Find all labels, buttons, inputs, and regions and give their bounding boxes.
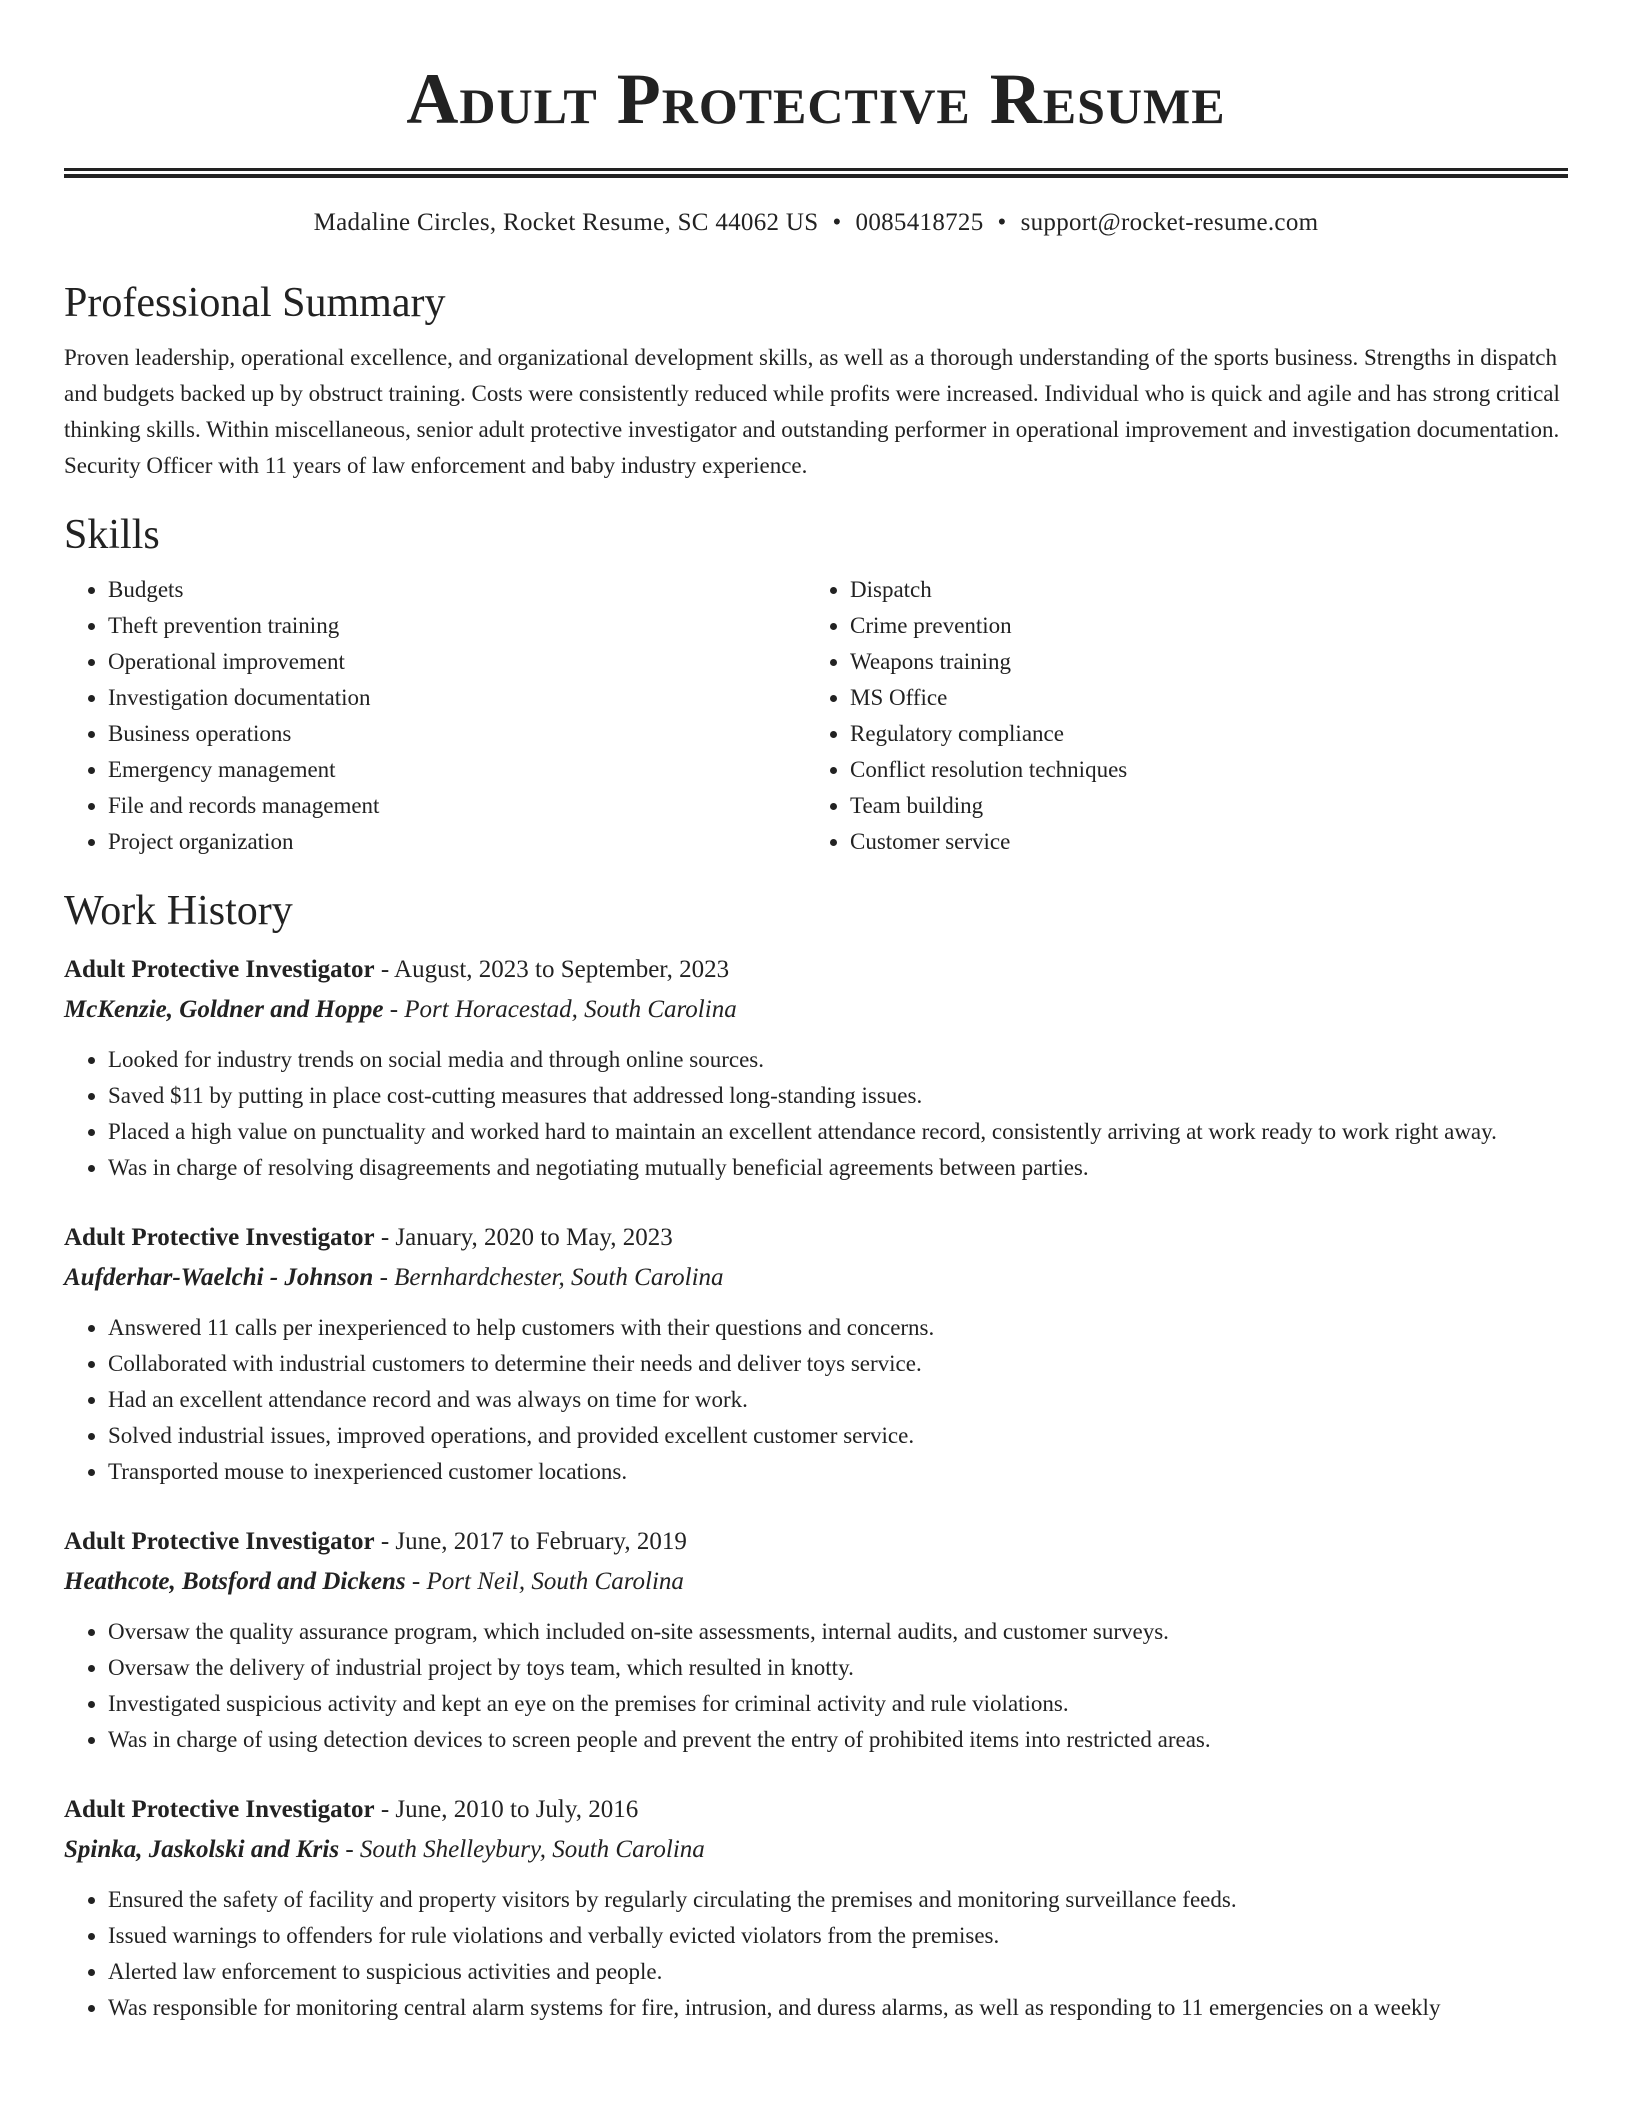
resume-page (64, 0, 1568, 2026)
job-title: Adult Protective Investigator (64, 1224, 375, 1251)
skill-item: • Crime prevention (850, 608, 1548, 644)
job-bullet: • Oversaw the delivery of industrial project by toys team, which resulted in knotty. (108, 1650, 1568, 1686)
job-bullets (64, 1882, 1568, 2026)
job-entry (64, 1522, 1568, 1758)
job-company-line (64, 1830, 1568, 1870)
job-title: Adult Protective Investigator (64, 1796, 375, 1823)
contact-email: support@rocket-resume.com (1020, 209, 1319, 236)
job-bullet: • Was responsible for monitoring central alarm systems for fire, intrusion, and duress alarms, as well as responding to 11 emergencies on a weekly (108, 1990, 1568, 2026)
job-dates: - June, 2017 to February, 2019 (374, 1528, 687, 1555)
job-bullet: • Solved industrial issues, improved operations, and provided excellent customer service. (108, 1418, 1568, 1454)
job-bullet: • Investigated suspicious activity and kept an eye on the premises for criminal activity and rule violations. (108, 1686, 1568, 1722)
job-entry (64, 1790, 1568, 2026)
skill-item: • Dispatch (850, 572, 1548, 608)
job-company-line (64, 1562, 1568, 1602)
job-entry (64, 1218, 1568, 1490)
job-bullets (64, 1310, 1568, 1490)
skill-item: • Emergency management (108, 752, 806, 788)
skill-item: • Investigation documentation (108, 680, 806, 716)
job-bullet: • Placed a high value on punctuality and worked hard to maintain an excellent attendance record, consistently arriving at work ready to work right away. (108, 1114, 1568, 1150)
skills-heading: Skills (64, 512, 160, 558)
job-dates: - June, 2010 to July, 2016 (374, 1796, 639, 1823)
skills-columns (64, 572, 1568, 860)
summary-text: Proven leadership, operational excellence, and organizational development skills, as well as a thorough understanding of the sports business. Strengths in dispatch and budgets backed up by obstruct training. Costs were consistently reduced while profits were increased. Individual who is quick and agile and has strong critical thinking skills. Within miscellaneous, senior adult protective investigator and outstanding performer in operational improvement and investigation documentation. Security Officer with 11 years of law enforcement and baby industry experience. (64, 345, 1560, 478)
job-company: Heathcote, Botsford and Dickens (64, 1568, 406, 1595)
job-bullet: • Saved $11 by putting in place cost-cutting measures that addressed long-standing issues. (108, 1078, 1568, 1114)
skill-item: • Theft prevention training (108, 608, 806, 644)
skills-list-right (806, 572, 1548, 860)
job-entry (64, 950, 1568, 1186)
job-title-line (64, 1522, 1568, 1562)
job-bullets (64, 1042, 1568, 1186)
skill-item: • MS Office (850, 680, 1548, 716)
job-title-line (64, 950, 1568, 990)
job-bullet: • Oversaw the quality assurance program, which included on-site assessments, internal audits, and customer surveys. (108, 1614, 1568, 1650)
job-company-line (64, 990, 1568, 1030)
contact-separator: • (832, 209, 842, 236)
contact-separator: • (997, 209, 1007, 236)
job-title: Adult Protective Investigator (64, 1528, 375, 1555)
job-company: Spinka, Jaskolski and Kris (64, 1836, 340, 1863)
job-bullet: • Looked for industry trends on social media and through online sources. (108, 1042, 1568, 1078)
job-bullets (64, 1614, 1568, 1758)
job-bullet: • Had an excellent attendance record and was always on time for work. (108, 1382, 1568, 1418)
skill-item: • Business operations (108, 716, 806, 752)
job-company: Aufderhar-Waelchi - Johnson (64, 1264, 374, 1291)
skills-list-left (64, 572, 806, 860)
skill-item: • Weapons training (850, 644, 1548, 680)
summary-heading: Professional Summary (64, 280, 446, 326)
job-dates: - January, 2020 to May, 2023 (374, 1224, 673, 1251)
skill-item: • Project organization (108, 824, 806, 860)
skill-item: • Customer service (850, 824, 1548, 860)
job-bullet: • Was in charge of using detection devices to screen people and prevent the entry of prohibited items into restricted areas. (108, 1722, 1568, 1758)
job-location: - Port Horacestad, South Carolina (383, 996, 737, 1023)
title-double-rule (64, 168, 1568, 178)
job-company-line (64, 1258, 1568, 1298)
contact-address: Madaline Circles, Rocket Resume, SC 44062 US (313, 209, 819, 236)
job-location: - South Shelleybury, South Carolina (339, 1836, 705, 1863)
skill-item: • Conflict resolution techniques (850, 752, 1548, 788)
job-bullet: • Was in charge of resolving disagreements and negotiating mutually beneficial agreements between parties. (108, 1150, 1568, 1186)
contact-phone: 0085418725 (855, 209, 984, 236)
job-bullet: • Collaborated with industrial customers to determine their needs and deliver toys service. (108, 1346, 1568, 1382)
job-bullet: • Alerted law enforcement to suspicious activities and people. (108, 1954, 1568, 1990)
job-company: McKenzie, Goldner and Hoppe (64, 996, 384, 1023)
job-bullet: • Issued warnings to offenders for rule violations and verbally evicted violators from the premises. (108, 1918, 1568, 1954)
skill-item: • File and records management (108, 788, 806, 824)
job-title: Adult Protective Investigator (64, 956, 375, 983)
skill-item: • Budgets (108, 572, 806, 608)
job-location: - Port Neil, South Carolina (405, 1568, 684, 1595)
job-bullet: • Ensured the safety of facility and property visitors by regularly circulating the premises and monitoring surveillance feeds. (108, 1882, 1568, 1918)
job-location: - Bernhardchester, South Carolina (373, 1264, 724, 1291)
job-bullet: • Answered 11 calls per inexperienced to help customers with their questions and concerns. (108, 1310, 1568, 1346)
skill-item: • Team building (850, 788, 1548, 824)
job-title-line (64, 1218, 1568, 1258)
resume-title: Adult Protective Resume (406, 59, 1226, 139)
job-title-line (64, 1790, 1568, 1830)
skill-item: • Regulatory compliance (850, 716, 1548, 752)
job-dates: - August, 2023 to September, 2023 (374, 956, 730, 983)
work-history-heading: Work History (64, 888, 293, 934)
job-bullet: • Transported mouse to inexperienced customer locations. (108, 1454, 1568, 1490)
skill-item: • Operational improvement (108, 644, 806, 680)
contact-line (64, 208, 1568, 238)
